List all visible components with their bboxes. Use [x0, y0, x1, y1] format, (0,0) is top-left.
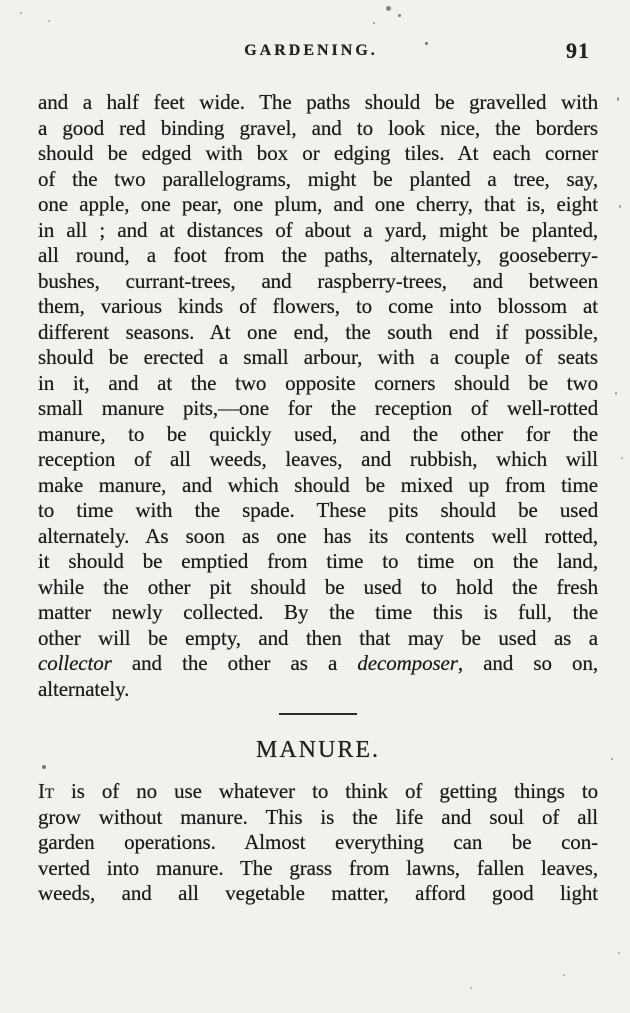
running-head: [38, 38, 598, 68]
paper-speck: [618, 952, 620, 954]
paper-speck: [398, 14, 401, 17]
text-line: small manure pits,—one for the reception of well-rotted: [38, 396, 598, 420]
text-line: bushes, currant-trees, and raspberry-trees, and between: [38, 268, 598, 293]
text-line: should be edged with box or edging tiles. At each corner: [38, 141, 598, 165]
text-line: should be erected a small arbour, with a couple of seats: [38, 345, 598, 369]
text-line: matter newly collected. By the time this is full, the: [38, 600, 598, 624]
text-line: It is of no use whatever to think of getting things to: [38, 779, 598, 803]
text-line: different seasons. At one end, the south end if possible,: [38, 319, 598, 344]
text-line: manure, to be quickly used, and the other for the: [38, 421, 598, 446]
paper-speck: [621, 457, 623, 459]
paper-speck: [563, 974, 565, 976]
paper-speck: [470, 987, 472, 989]
paper-speck: [386, 6, 391, 11]
running-head-title: GARDENING.: [244, 42, 378, 59]
text-line: other will be empty, and then that may be used as a: [38, 625, 598, 650]
page-body: [38, 90, 598, 907]
paper-speck: [619, 205, 621, 208]
text-line: in it, and at the two opposite corners should be two: [38, 370, 598, 395]
text-line: verted into manure. The grass from lawns, fallen leaves,: [38, 855, 598, 880]
text-line: alternately.: [38, 676, 130, 701]
text-line: a good red binding gravel, and to look nice, the borders: [38, 115, 598, 140]
paper-speck: [373, 22, 375, 24]
paper-speck: [617, 97, 619, 101]
text-line: of the two parallelograms, might be planted a tree, say,: [38, 166, 598, 191]
text-line: grow without manure. This is the life and soul of all: [38, 804, 598, 829]
paragraph-2: [38, 779, 598, 907]
text-line: to time with the spade. These pits should be used: [38, 498, 598, 522]
section-divider: [279, 713, 357, 715]
text-line: garden operations. Almost everything can be con-: [38, 830, 598, 854]
text-line: one apple, one pear, one plum, and one cherry, that is, eight: [38, 192, 598, 216]
text-line: weeds, and all vegetable matter, afford good light: [38, 881, 598, 905]
text-line: them, various kinds of flowers, to come into blossom at: [38, 294, 598, 318]
paper-speck: [615, 392, 617, 395]
text-line: and a half feet wide. The paths should be gravelled with: [38, 90, 598, 114]
text-line: reception of all weeds, leaves, and rubbish, which will: [38, 447, 598, 471]
paragraph-1: [38, 90, 598, 702]
text-line: while the other pit should be used to hold the fresh: [38, 574, 598, 599]
text-line: alternately. As soon as one has its contents well rotted,: [38, 523, 598, 548]
page-number: 91: [566, 38, 590, 63]
paper-speck: [48, 20, 50, 22]
paper-speck: [20, 12, 22, 14]
text-line: make manure, and which should be mixed up from time: [38, 472, 598, 497]
paper-speck: [611, 758, 613, 760]
text-line: it should be emptied from time to time on the land,: [38, 549, 598, 573]
paper-speck: [425, 42, 428, 45]
text-line: collector and the other as a decomposer, and so on,: [38, 651, 598, 675]
text-line: in all ; and at distances of about a yard, might be planted,: [38, 217, 598, 242]
paper-speck: [42, 765, 46, 769]
section-heading: MANURE.: [255, 737, 380, 763]
text-line: all round, a foot from the paths, alternately, gooseberry-: [38, 243, 598, 267]
